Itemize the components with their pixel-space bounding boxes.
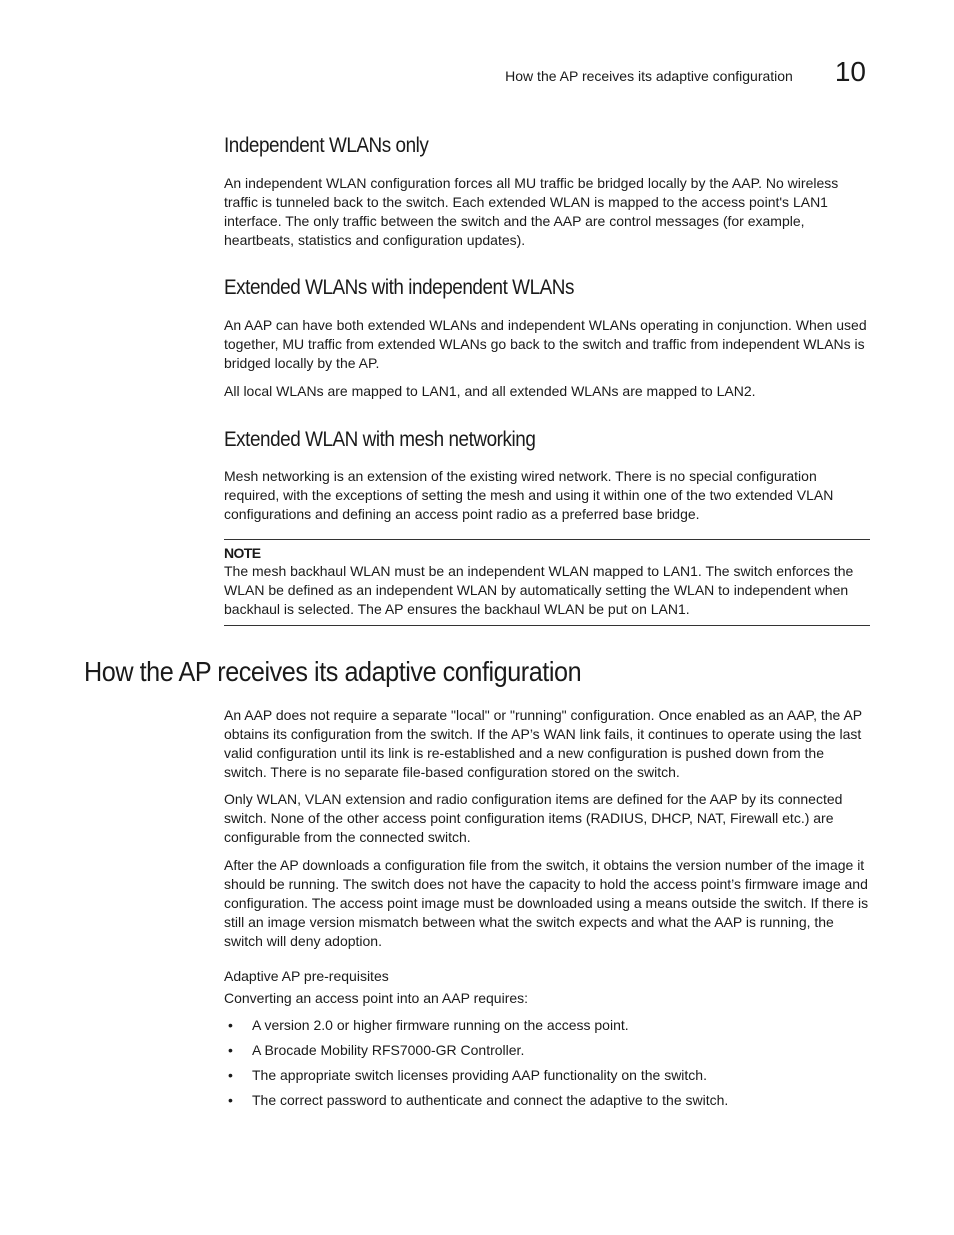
paragraph-adaptive-config-2: Only WLAN, VLAN extension and radio configuration items are defined for the AAP by its connected switch. None of the other access point configuration items (RADIUS, DHCP, NAT, Firewall etc.) are configurable from the connected switch. [224, 791, 843, 845]
prerequisites-list [224, 1016, 870, 1116]
list-item [224, 1041, 870, 1066]
note-box [224, 539, 870, 626]
list-item [224, 1066, 870, 1091]
paragraph-extended-independent-1: An AAP can have both extended WLANs and independent WLANs operating in conjunction. When used together, MU traffic from extended WLANs go back to the switch and traffic from independent WLANs is bridged locally by the AP. [224, 317, 867, 371]
chapter-number: 10 [834, 56, 866, 87]
list-item-text: The appropriate switch licenses providing AAP functionality on the switch. [252, 1067, 707, 1083]
bullet-icon: • [228, 1092, 233, 1108]
running-header [505, 56, 866, 88]
bullet-icon: • [228, 1042, 233, 1058]
heading-adaptive-configuration: How the AP receives its adaptive configuration [84, 656, 582, 687]
heading-mesh-networking: Extended WLAN with mesh networking [224, 428, 536, 451]
heading-independent-wlans: Independent WLANs only [224, 134, 429, 157]
bullet-icon: • [228, 1067, 233, 1083]
paragraph-adaptive-config-1: An AAP does not require a separate "local" or "running" configuration. Once enabled as an AAP, the AP obtains its configuration from the switch. If the AP’s WAN link fails, it continues to operate using the last valid configuration until its link is re-established and a new configuration is pushed down from the switch. There is no separate file-based configuration stored on the switch. [224, 707, 862, 780]
list-item-text: The correct password to authenticate and connect the adaptive to the switch. [252, 1092, 729, 1108]
list-item-text: A Brocade Mobility RFS7000-GR Controller. [252, 1042, 525, 1058]
paragraph-independent-wlans: An independent WLAN configuration forces all MU traffic be bridged locally by the AAP. No wireless traffic is tunneled back to the switch. Each extended WLAN is mapped to the access point's LAN1 interface. The only traffic between the switch and the AAP are control messages (for example, heartbeats, statistics and configuration updates). [224, 175, 839, 248]
paragraph-extended-independent-2: All local WLANs are mapped to LAN1, and all extended WLANs are mapped to LAN2. [224, 383, 756, 399]
heading-prerequisites: Adaptive AP pre-requisites [224, 968, 389, 984]
list-item [224, 1016, 870, 1041]
note-text: The mesh backhaul WLAN must be an independent WLAN mapped to LAN1. The switch enforces the WLAN be defined as an independent WLAN by automatically setting the WLAN to independent when backhaul is selected. The AP ensures the backhaul WLAN be put on LAN1. [224, 563, 854, 617]
paragraph-adaptive-config-3: After the AP downloads a configuration file from the switch, it obtains the version number of the image it should be running. The switch does not have the capacity to hold the access point’s firmware image and configuration. The access point image must be downloaded using a means outside the switch. If there is still an image version mismatch between what the switch expects and what the AAP is running, the switch will deny adoption. [224, 857, 869, 949]
list-item-text: A version 2.0 or higher firmware running on the access point. [252, 1017, 629, 1033]
heading-extended-independent: Extended WLANs with independent WLANs [224, 276, 575, 299]
note-label: NOTE [224, 545, 261, 561]
list-item [224, 1091, 870, 1116]
bullet-icon: • [228, 1017, 233, 1033]
running-title: How the AP receives its adaptive configuration [505, 68, 793, 84]
paragraph-prerequisites-intro: Converting an access point into an AAP requires: [224, 990, 529, 1006]
paragraph-mesh-networking: Mesh networking is an extension of the existing wired network. There is no special configuration required, with the exceptions of setting the mesh and using it within one of the two extended VLAN configurations and defining an access point radio as a preferred base bridge. [224, 468, 834, 522]
